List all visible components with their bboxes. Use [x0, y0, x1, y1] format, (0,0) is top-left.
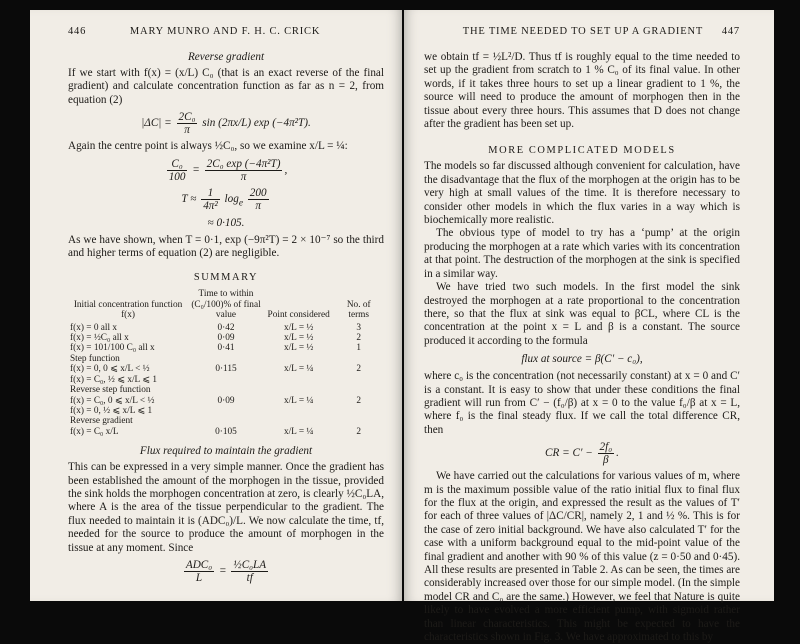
eq1-lhs: |ΔC| = [141, 117, 172, 130]
summary-cell-time: 0·09 [217, 395, 235, 406]
left-page [30, 10, 402, 601]
eq5-rhs-den: tf [246, 571, 253, 584]
summary-table [68, 289, 384, 437]
eq2-lhs-num: C₀ [167, 158, 188, 171]
left-paragraph-3: As we have shown, when T = 0·1, exp (−9π²T) = 2 × 10⁻⁷ so the third and higher terms of equation (2) are negligible. [68, 233, 384, 260]
eq3-lhs: T ≈ [181, 192, 197, 205]
eq3-fraction [201, 187, 220, 212]
eq2-lhs-den: 100 [168, 170, 186, 183]
eq3-log: log [224, 192, 239, 205]
summary-cell-time [188, 406, 264, 416]
equation-flux: $\frac{\text{ADC₀}}{L}$ = $\frac{\text{½C₀LA}}{tf}$ [185, 558, 267, 584]
summary-cell-terms: 1 [356, 343, 362, 354]
summary-cell-time: 0·42 [217, 322, 235, 333]
equation-cr [424, 441, 740, 466]
eq3-num: 1 [201, 187, 220, 200]
right-paragraph-1: we obtain tf = ½L²/D. Thus tf is roughly equal to the time needed to set up the gradient from scratch to 1 % C₀ of its final value. In other words, if it takes three hours to set up a linear gradient to 1 %, the source will need to produce the amount of morphogen then in the tissue about every three hours. This assumes that D does not change after the gradient has been set up. [424, 51, 740, 131]
eq2-lhs-fraction [167, 158, 188, 183]
eq5-lhs-fraction [184, 559, 214, 584]
eq2-rhs-den: π [240, 170, 247, 183]
summary-cell-terms [333, 375, 384, 385]
eq2-rhs-fraction [205, 158, 283, 183]
equation-t-approx: T ≈ $\frac{1}{\text{4π²}}$ $\log_e$ $\frac{200}{\pi}$ [181, 186, 267, 212]
summary-header-time: Time to within (C₀/100)% of final value [191, 289, 261, 321]
eq3-log-fraction [248, 187, 269, 212]
eq3-log-den: π [255, 199, 261, 212]
summary-header-function: Initial concentration function f(x) [73, 299, 183, 321]
right-paragraph-3: The obvious type of model to try has a ‘pump’ at the origin producing the morphogen at a rate which varies with its concentration at that point. The destruction of the morphogen at the sink is specified in a similar way. [424, 227, 740, 280]
summary-cell-terms [333, 406, 384, 416]
summary-cell-function: f(x) = C₀ x/L [70, 426, 119, 437]
left-paragraph-2: Again the centre point is always ½C₀, so we examine x/L = ¼: [68, 140, 348, 153]
eq-cr-tail: . [616, 447, 619, 460]
summary-row [68, 416, 384, 426]
summary-cell-time [188, 375, 264, 385]
summary-cell-time: 0·41 [217, 343, 235, 354]
summary-cell-terms: 3 [356, 322, 362, 333]
summary-cell-terms: 2 [356, 426, 362, 437]
summary-cell-function: f(x) = 0 all x [70, 322, 118, 333]
left-header-authors: MARY MUNRO AND F. H. C. CRICK [129, 26, 321, 37]
summary-body [68, 323, 384, 437]
summary-cell-function: f(x) = C₀, ½ ⩽ x/L ⩽ 1 [70, 374, 157, 385]
right-page [404, 10, 774, 644]
eq3-den: 4π² [203, 199, 218, 212]
eq2-rhs-num: 2C₀ exp (−4π²T) [206, 157, 281, 170]
equation-result: ≈ 0·105. [207, 216, 245, 229]
summary-cell-terms: 2 [356, 364, 362, 375]
summary-cell-time [188, 385, 264, 395]
left-paragraph-4: This can be expressed in a very simple manner. Once the gradient has been established the amount of the morphogen in the tissue, provided the sink holds the morphogen concentration at zero, is clearly ½C₀LA, where A is the area of the tissue perpendicular to the gradient. The flux needed to maintain it is (ADC₀)/L. We now calculate the time, tf, needed for the source to produce the amount of morphogen in the tissue at any moment. Since [68, 461, 384, 554]
summary-cell-point: x/L = ¼ [283, 426, 314, 437]
summary-cell-function: f(x) = 0, ½ ⩽ x/L ⩽ 1 [70, 405, 153, 416]
equation-delta-c [68, 111, 384, 136]
left-paragraph-1: If we start with f(x) = (x/L) C₀ (that is an exact reverse of the final gradient) and calculate concentration function as far as n = 2, from equation (2) [68, 67, 384, 106]
summary-row [68, 343, 384, 353]
right-header-title: THE TIME NEEDED TO SET UP A GRADIENT [462, 26, 704, 37]
flux-heading: Flux required to maintain the gradient [139, 445, 313, 458]
summary-cell-point: x/L = ½ [283, 322, 314, 333]
summary-cell-point [264, 354, 334, 364]
summary-cell-time: 0·09 [217, 333, 235, 344]
summary-cell-function: f(x) = C₀, 0 ⩽ x/L < ½ [70, 395, 155, 406]
eq1-den: π [184, 124, 190, 137]
summary-row [68, 354, 384, 364]
summary-row [68, 427, 384, 437]
summary-row [68, 333, 384, 343]
eq1-fraction [177, 111, 198, 136]
eq3-log-num: 200 [249, 186, 267, 199]
summary-cell-terms [333, 354, 384, 364]
left-running-head [68, 26, 384, 37]
summary-row [68, 396, 384, 406]
more-complicated-models-heading: MORE COMPLICATED MODELS [488, 145, 676, 157]
summary-cell-point [264, 385, 334, 395]
eq-cr-den: β [603, 454, 609, 467]
summary-cell-time: 0·105 [215, 426, 237, 437]
summary-cell-point [264, 416, 334, 426]
summary-cell-function: f(x) = 0, 0 ⩽ x/L < ½ [70, 364, 150, 375]
eq5-rhs-fraction [231, 559, 268, 584]
reverse-gradient-heading: Reverse gradient [187, 51, 265, 63]
eq-cr-lhs: CR = C′ − [545, 447, 593, 460]
summary-cell-point: x/L = ½ [283, 343, 314, 354]
eq5-rhs-num: ½C₀LA [233, 558, 267, 571]
summary-cell-terms [333, 385, 384, 395]
summary-row [68, 375, 384, 385]
summary-cell-time [188, 354, 264, 364]
summary-title: SUMMARY [193, 272, 259, 284]
eq1-rhs: sin (2πx/L) exp (−4π²T). [202, 117, 311, 130]
summary-cell-point: x/L = ½ [283, 333, 314, 344]
right-running-head [424, 26, 740, 37]
summary-cell-time [188, 416, 264, 426]
left-page-number: 446 [68, 26, 87, 37]
right-paragraph-6: We have carried out the calculations for various values of m, where m is the maximum possible value of the ratio initial flux to final flux for the flux at the origin, and expressed the result as the values of T′ for each of three values of |ΔC/CR|, namely 2, 1 and ½ %. This is for the case of zero initial background. We have also calculated T′ for the case with a uniform background equal to the mid-point value of the final gradient and another with 90 % of this value (z = 0·50 and 0·45). All these results are presented in Table 2. As can be seen, the times are considerably increased over those for our simple model. (In the simple model CR and C₀ are the same.) However, we feel that Nature is quite likely to have evolved a more efficient pump, with sigmoid rather than linear characteristics. This might be expected to have the characteristics shown in Fig. 3. We have approximated to this by [424, 470, 740, 644]
eq-cr-fraction [598, 441, 615, 466]
summary-header-point: Point considered [267, 310, 330, 321]
summary-cell-terms: 2 [356, 395, 362, 406]
summary-cell-point [264, 375, 334, 385]
summary-cell-point [264, 406, 334, 416]
eq5-lhs-num: ADC₀ [185, 558, 213, 571]
eq1-num: 2C₀ [178, 111, 196, 124]
summary-cell-function: f(x) = ½C₀ all x [70, 333, 129, 344]
summary-row [68, 323, 384, 333]
summary-cell-terms: 2 [356, 333, 362, 344]
right-page-number: 447 [721, 26, 740, 37]
right-paragraph-2: The models so far discussed although convenient for calculation, have the disadvantage that the flux of the morphogen at the origin has to be very high at small values of the time. It is therefore necessary to consider other models in which the flux varies in a way which is biochemically more realistic. [424, 160, 740, 227]
summary-header-terms: No. of terms [346, 299, 371, 321]
summary-cell-function: Reverse gradient [70, 416, 133, 427]
summary-cell-point: x/L = ¼ [283, 364, 314, 375]
summary-row [68, 385, 384, 395]
equation-flux-at-source: flux at source = β(C′ − c₀), [521, 353, 643, 366]
summary-cell-time: 0·115 [215, 364, 237, 375]
right-paragraph-4: We have tried two such models. In the first model the sink destroyed the morphogen at a rate proportional to the concentration there, so that the flux at sink was equal to βCL, where CL is the concentration at the point x = L and β is a constant. The source produced it according to the formula [424, 281, 740, 347]
right-paragraph-5: where c₀ is the concentration (not necessarily constant) at x = 0 and C′ is a constant. It is easy to show that under these conditions the final gradient will run from C′ − (f₀/β) at x = 0 to the value f₀/β at x = L, where f₀ is the final steady flux. If we call the total difference CR, then [424, 370, 740, 436]
summary-cell-function: Step function [70, 353, 120, 364]
summary-cell-function: Reverse step function [70, 385, 151, 396]
summary-row [68, 364, 384, 374]
eq-cr-num: 2f₀ [599, 441, 613, 454]
summary-cell-function: f(x) = 101/100 C₀ all x [70, 343, 155, 354]
summary-cell-terms [333, 416, 384, 426]
summary-header-row [68, 289, 384, 322]
eq5-lhs-den: L [195, 571, 203, 584]
equation-centre-point: $\frac{\text{C₀}}{100}$ = $\frac{\text{2C₀ exp (−4π²T)}}{\pi}$ , [168, 157, 288, 183]
summary-row [68, 406, 384, 416]
summary-cell-point: x/L = ¼ [283, 395, 314, 406]
